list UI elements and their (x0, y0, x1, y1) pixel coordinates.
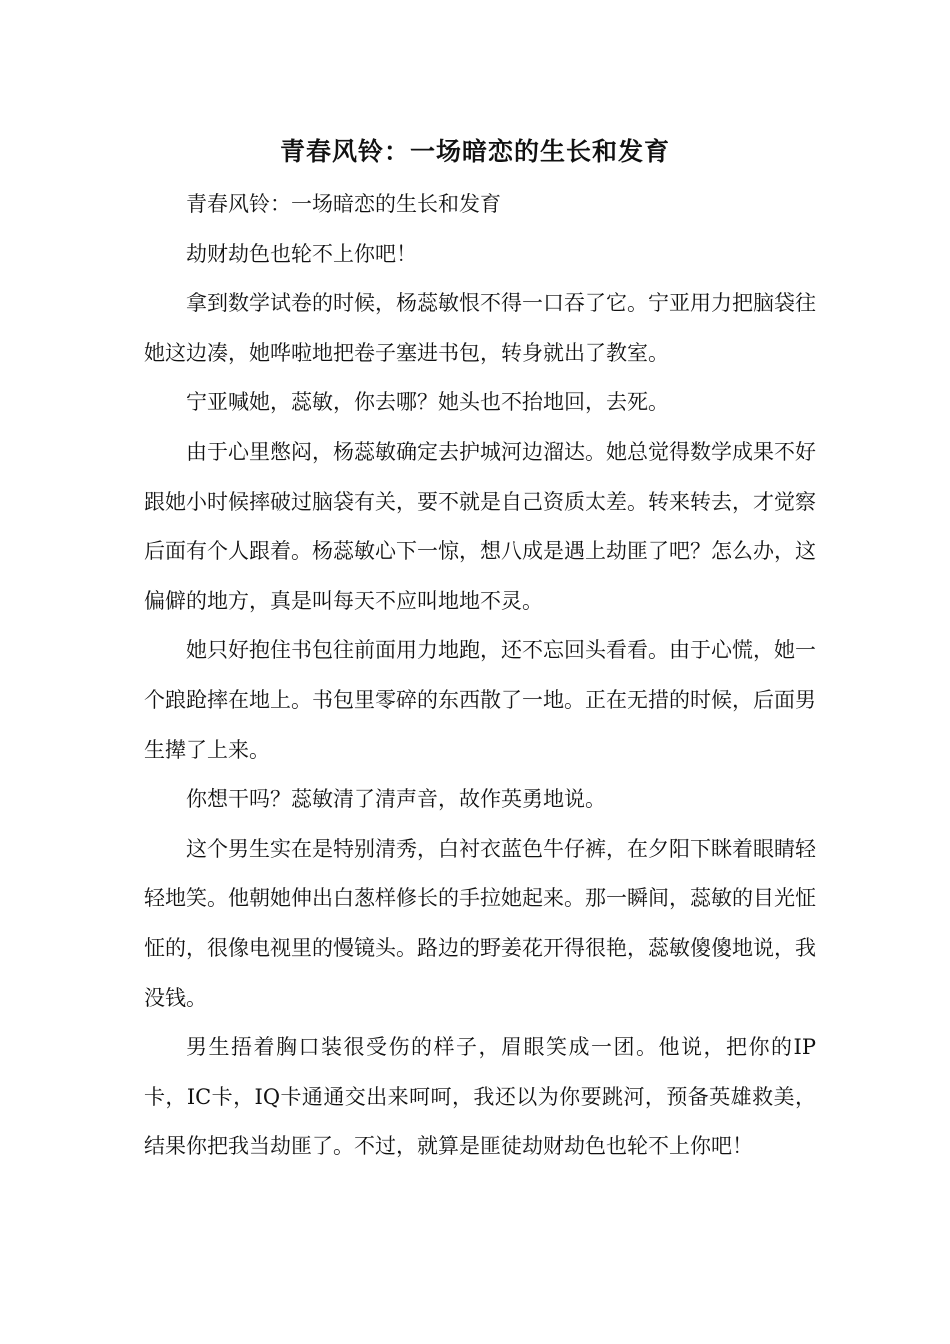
paragraph: 拿到数学试卷的时候，杨蕊敏恨不得一口吞了它。宁亚用力把脑袋往她这边凑，她哗啦地把卷子塞进书包，转身就出了教室。 (144, 291, 816, 365)
paragraph: 劫财劫色也轮不上你吧！ (186, 241, 417, 266)
paragraph: 这个男生实在是特别清秀，白衬衣蓝色牛仔裤，在夕阳下眯着眼睛轻轻地笑。他朝她伸出白葱样修长的手拉她起来。那一瞬间，蕊敏的目光怔怔的，很像电视里的慢镜头。路边的野姜花开得很艳，蕊敏傻傻地说，我没钱。 (144, 836, 816, 1010)
document-body (144, 180, 816, 1172)
paragraph: 你想干吗？蕊敏清了清声音，故作英勇地说。 (186, 787, 606, 812)
paragraph: 青春风铃：一场暗恋的生长和发育 (186, 192, 501, 216)
paragraph: 由于心里憋闷，杨蕊敏确定去护城河边溜达。她总觉得数学成果不好跟她小时候摔破过脑袋有关，要不就是自己资质太差。转来转去，才觉察后面有个人跟着。杨蕊敏心下一惊，想八成是遇上劫匪了吧？怎么办，这偏僻的地方，真是叫每天不应叫地地不灵。 (144, 439, 816, 613)
paragraph: 她只好抱住书包往前面用力地跑，还不忘回头看看。由于心慌，她一个踉跄摔在地上。书包里零碎的东西散了一地。正在无措的时候，后面男生撵了上来。 (144, 638, 816, 762)
paragraph: 宁亚喊她，蕊敏，你去哪？她头也不抬地回，去死。 (186, 390, 669, 415)
document-title: 青春风铃：一场暗恋的生长和发育 (279, 137, 670, 166)
paragraph: 男生捂着胸口装很受伤的样子，眉眼笑成一团。他说，把你的IP卡，IC卡，IQ卡通通交出来呵呵，我还以为你要跳河，预备英雄救美，结果你把我当劫匪了。不过，就算是匪徒劫财劫色也轮不上你吧！ (144, 1035, 816, 1159)
